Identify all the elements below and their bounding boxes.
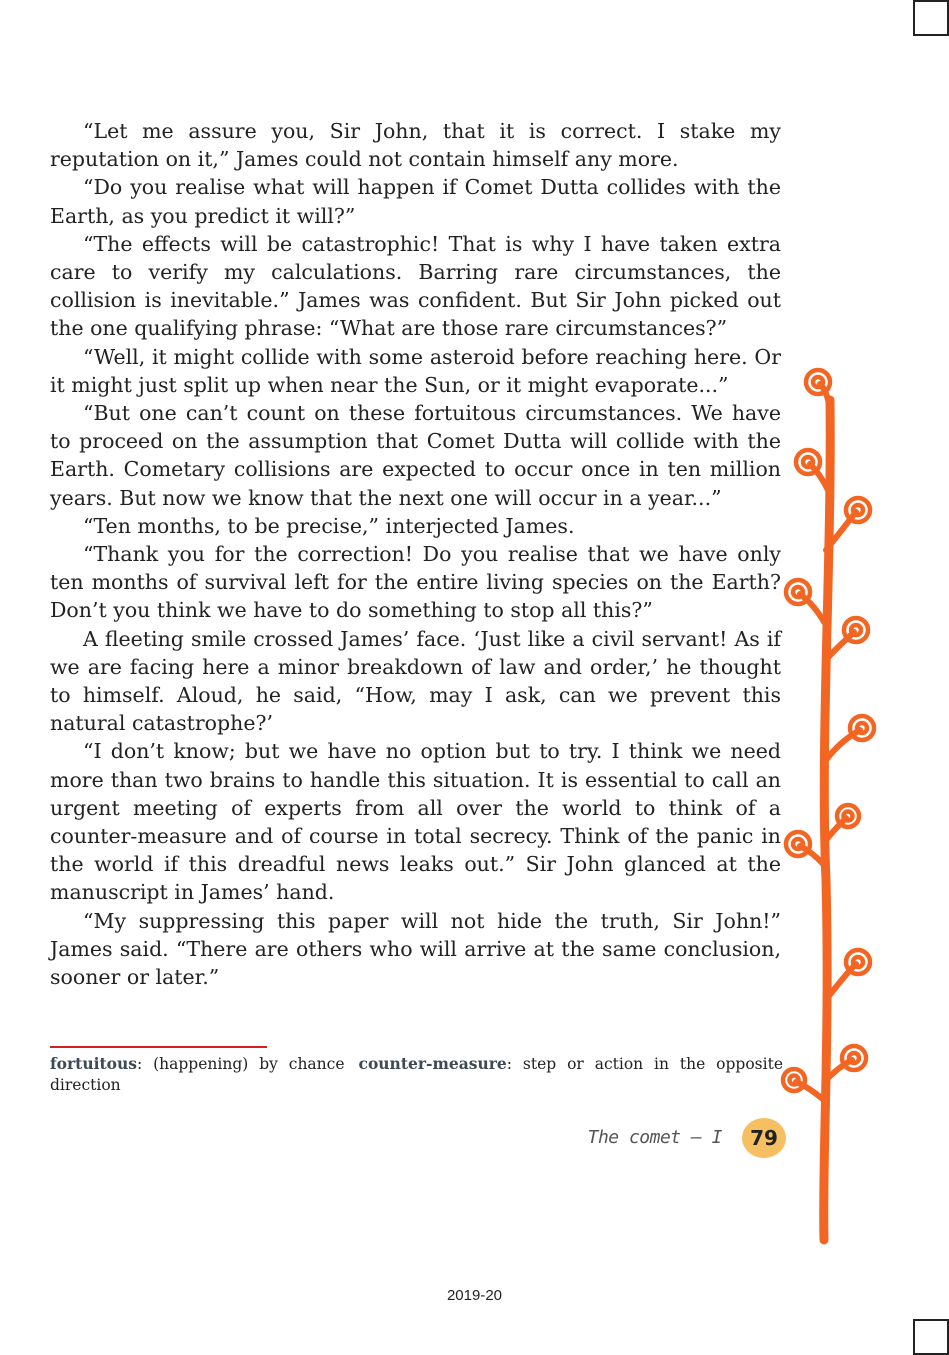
chapter-title: The comet – I [587,1127,722,1148]
footnote-definition: : step or action in the opposite direction [50,1055,783,1094]
edition-year: 2019-20 [446,1287,503,1304]
paragraph: “I don’t know; but we have no option but to try. I think we need more than two brains to handle this situation. It is essential to call an urgent meeting of experts from all over the world to think of a counter-measure and of course in total secrecy. Think of the panic in the world if this dreadful news leaks out.” Sir John glanced at the manuscript in James’ hand. [50,739,781,905]
footnote-term: counter-measure [358,1054,507,1073]
running-footer [560,1118,786,1158]
paragraph: “Thank you for the correction! Do you realise that we have only ten months of survival left for the entire living species on the Earth? Don’t you think we have to do something to stop all this?” [50,542,781,623]
footnote-divider [50,1046,267,1048]
footnote-definition: : (happening) by chance [136,1055,345,1073]
paragraph: “The effects will be catastrophic! That is why I have taken extra care to verify my calculations. Barring rare circumstances, the collision is inevitable.” James was confident. But Sir John picked out the one qualifying phrase: “What are those rare circumstances?” [50,231,781,341]
vine-branch [800,594,824,622]
vine-stem [824,400,831,1240]
paragraph: “But one can’t count on these fortuitous circumstances. We have to proceed on the assumption that Comet Dutta will collide with the Earth. Cometary collisions are expected to occur once in ten million years. But now we know that the next one will occur in a year...” [50,401,781,510]
decorative-vine-illustration [780,360,890,1245]
footnote-term: fortuitous [50,1054,137,1073]
page-number: 79 [750,1126,778,1150]
body-text [50,117,781,991]
paragraph: “Do you realise what will happen if Comet Dutta collides with the Earth, as you predict it will?” [50,175,781,228]
vine-branch [826,730,860,760]
paragraph: “Let me assure you, Sir John, that it is correct. I stake my reputation on it,” James could not contain himself any more. [50,119,781,172]
paragraph: A fleeting smile crossed James’ face. ‘Just like a civil servant! As if we are facing here a minor breakdown of law and order,’ he thought to himself. Aloud, he said, “How, may I ask, can we prevent this natural catastrophe?’ [50,626,781,736]
crop-mark-bottom [913,1319,949,1355]
paragraph: “Ten months, to be precise,” interjected James. [83,513,575,538]
paragraph: “My suppressing this paper will not hide the truth, Sir John!” James said. “There are others who will arrive at the same conclusion, sooner or later.” [50,908,781,990]
crop-mark-top [913,0,949,36]
glossary-footnotes [50,1053,783,1096]
paragraph: “Well, it might collide with some asteroid before reaching here. Or it might just split up when near the Sun, or it might evaporate...” [50,344,781,397]
